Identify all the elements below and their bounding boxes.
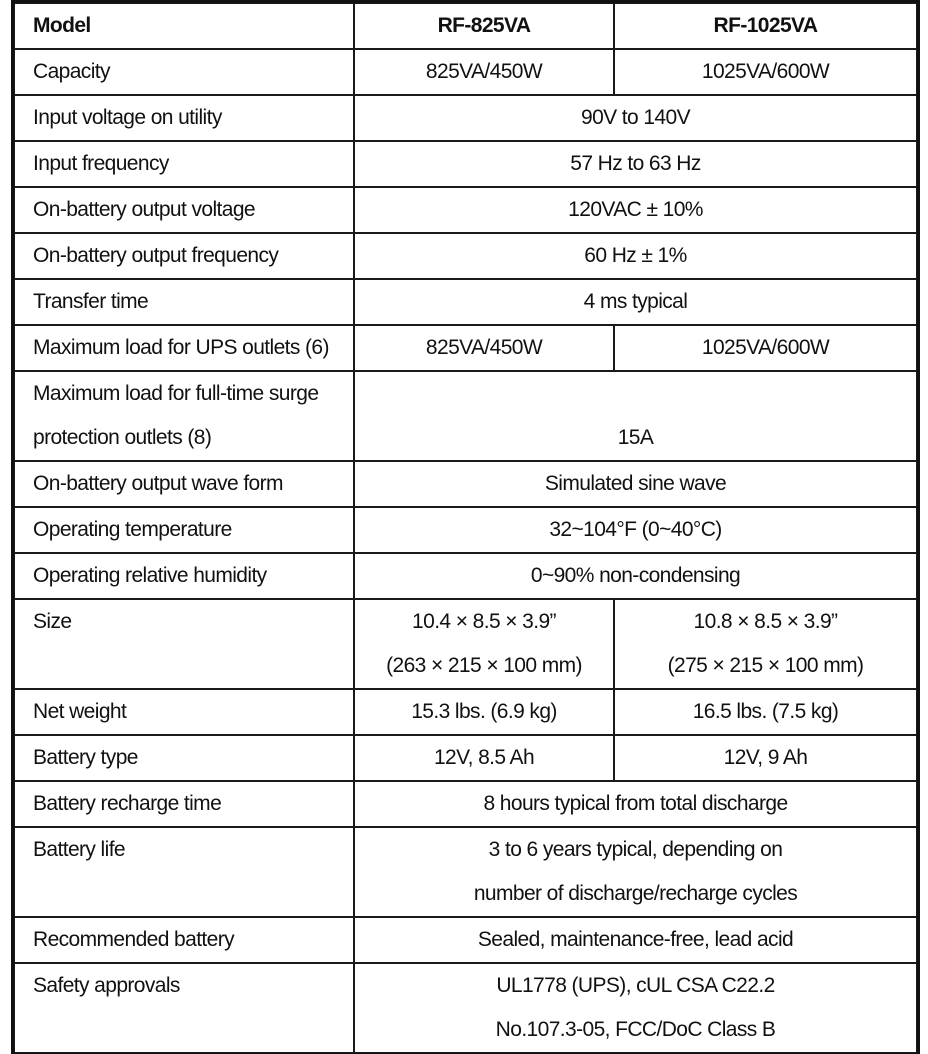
row-label-line: protection outlets (8) — [33, 426, 212, 449]
table-row — [14, 553, 917, 599]
value-b: 12V, 9 Ah — [614, 735, 917, 781]
table-row — [14, 917, 917, 963]
header-row — [14, 3, 917, 49]
row-label: Safety approvals — [14, 963, 354, 1053]
value-b: 16.5 lbs. (7.5 kg) — [614, 689, 917, 735]
value-line: 10.4 × 8.5 × 3.9” — [412, 610, 556, 633]
table-row — [14, 963, 917, 1053]
value-line: 3 to 6 years typical, depending on — [488, 838, 783, 861]
value-line: 15A — [617, 426, 654, 449]
value-line: 10.8 × 8.5 × 3.9” — [693, 610, 838, 633]
value-line: number of discharge/recharge cycles — [473, 882, 798, 905]
row-label: Input frequency — [14, 141, 354, 187]
row-label — [14, 371, 354, 461]
value-shared — [354, 371, 917, 461]
model-b-header: RF-1025VA — [614, 3, 917, 49]
value-shared: 32~104°F (0~40°C) — [354, 507, 917, 553]
value-spacer — [355, 372, 916, 416]
table-row — [14, 689, 917, 735]
value-a: 15.3 lbs. (6.9 kg) — [354, 689, 614, 735]
table-row — [14, 95, 917, 141]
value-b — [614, 599, 917, 689]
value-line: (263 × 215 × 100 mm) — [386, 654, 582, 677]
table-row — [14, 827, 917, 917]
value-line: UL1778 (UPS), cUL CSA C22.2 — [496, 974, 775, 997]
value-shared: 90V to 140V — [354, 95, 917, 141]
row-label: Battery type — [14, 735, 354, 781]
row-label: Battery recharge time — [14, 781, 354, 827]
table-row — [14, 49, 917, 95]
row-label: Recommended battery — [14, 917, 354, 963]
model-header: Model — [14, 3, 354, 49]
table-row — [14, 233, 917, 279]
value-a: 825VA/450W — [354, 325, 614, 371]
row-label: On-battery output voltage — [14, 187, 354, 233]
table-row — [14, 599, 917, 689]
row-label: Transfer time — [14, 279, 354, 325]
value-shared — [354, 963, 917, 1053]
value-a — [354, 599, 614, 689]
row-label: On-battery output wave form — [14, 461, 354, 507]
row-label: Capacity — [14, 49, 354, 95]
row-label: Operating temperature — [14, 507, 354, 553]
row-label: Input voltage on utility — [14, 95, 354, 141]
table-row — [14, 141, 917, 187]
value-shared: 57 Hz to 63 Hz — [354, 141, 917, 187]
value-b: 1025VA/600W — [614, 49, 917, 95]
row-label: Size — [14, 599, 354, 689]
value-shared: 4 ms typical — [354, 279, 917, 325]
table-row — [14, 735, 917, 781]
row-label: On-battery output frequency — [14, 233, 354, 279]
value-b: 1025VA/600W — [614, 325, 917, 371]
value-shared — [354, 827, 917, 917]
row-label: Operating relative humidity — [14, 553, 354, 599]
row-label-line: Maximum load for full-time surge — [33, 382, 319, 405]
row-label: Net weight — [14, 689, 354, 735]
value-shared: 120VAC ± 10% — [354, 187, 917, 233]
value-a: 12V, 8.5 Ah — [354, 735, 614, 781]
table-row — [14, 781, 917, 827]
row-label: Maximum load for UPS outlets (6) — [14, 325, 354, 371]
table-row — [14, 325, 917, 371]
value-shared: Sealed, maintenance-free, lead acid — [354, 917, 917, 963]
table-row — [14, 507, 917, 553]
spec-table — [13, 2, 918, 1054]
value-shared: 60 Hz ± 1% — [354, 233, 917, 279]
model-a-header: RF-825VA — [354, 3, 614, 49]
table-row — [14, 279, 917, 325]
table-row — [14, 461, 917, 507]
value-shared: 8 hours typical from total discharge — [354, 781, 917, 827]
table-row — [14, 187, 917, 233]
row-label: Battery life — [14, 827, 354, 917]
value-shared: Simulated sine wave — [354, 461, 917, 507]
value-line: (275 × 215 × 100 mm) — [667, 654, 864, 677]
value-a: 825VA/450W — [354, 49, 614, 95]
table-row — [14, 371, 917, 461]
value-shared: 0~90% non-condensing — [354, 553, 917, 599]
value-line: No.107.3-05, FCC/DoC Class B — [495, 1018, 776, 1041]
